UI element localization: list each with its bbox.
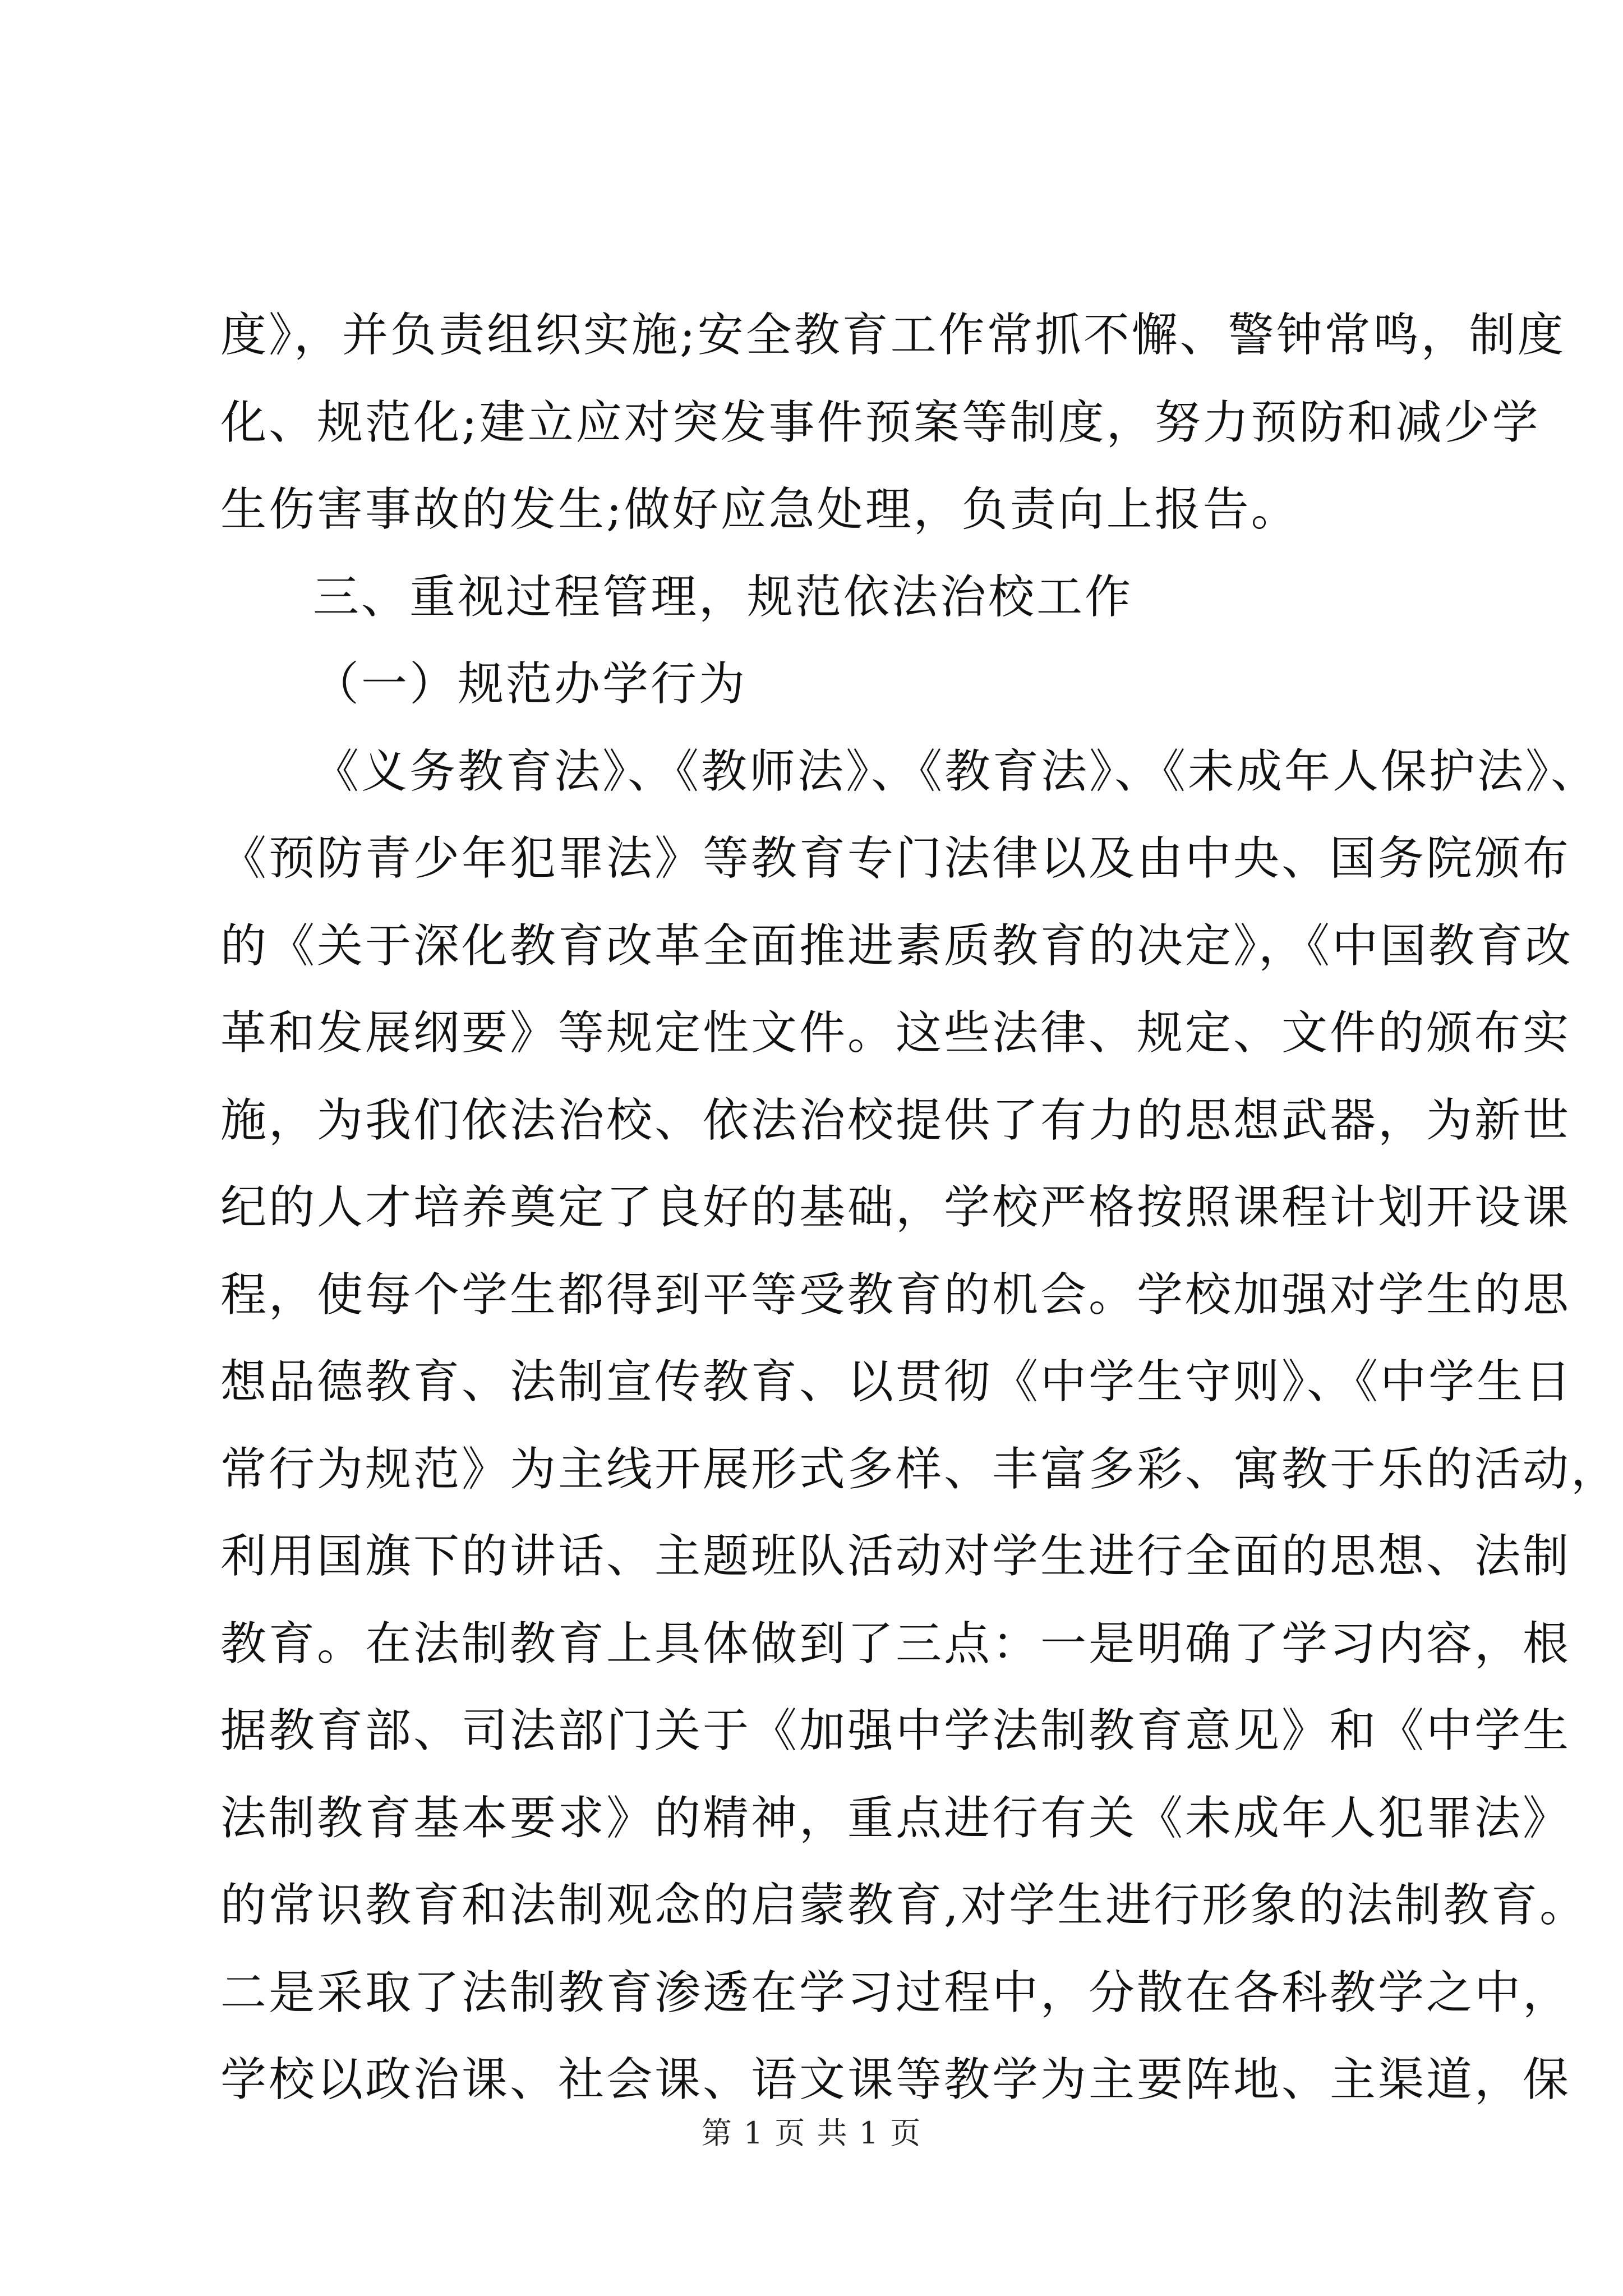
text-line: 化、规范化;建立应对突发事件预案等制度，努力预防和减少学 [220,395,1541,449]
text-line: 施，为我们依法治校、依法治校提供了有力的思想武器，为新世 [220,1093,1571,1147]
text-line: 教育。在法制教育上具体做到了三点：一是明确了学习内容，根 [220,1617,1571,1671]
text-line: 程，使每个学生都得到平等受教育的机会。学校加强对学生的思 [220,1268,1571,1322]
text-line: 法制教育基本要求》的精神，重点进行有关《未成年人犯罪法》 [220,1791,1571,1845]
text-line: 的常识教育和法制观念的启蒙教育,对学生进行形象的法制教育。 [220,1879,1588,1932]
subsection-heading: （一）规范办学行为 [313,657,748,711]
text-line: 革和发展纲要》等规定性文件。这些法律、规定、文件的颁布实 [220,1006,1571,1060]
text-line: 常行为规范》为主线开展形式多样、丰富多彩、寓教于乐的活动， [220,1442,1620,1496]
text-line: 想品德教育、法制宣传教育、以贯彻《中学生守则》、《中学生日 [220,1355,1574,1409]
text-line: 《义务教育法》、《教师法》、《教育法》、《未成年人保护法》、 [313,744,1599,798]
page-number: 第 1 页 共 1 页 [701,2115,922,2151]
text-line: 度》，并负责组织实施;安全教育工作常抓不懈、警钟常鸣，制度 [220,309,1566,362]
text-line: 利用国旗下的讲话、主题班队活动对学生进行全面的思想、法制 [220,1530,1571,1583]
text-line: 纪的人才培养奠定了良好的基础，学校严格按照课程计划开设课 [220,1181,1571,1234]
text-line: 二是采取了法制教育渗透在学习过程中，分散在各科教学之中， [220,1966,1571,2019]
text-line: 生伤害事故的发生;做好应急处理，负责向上报告。 [220,483,1299,536]
text-line: 据教育部、司法部门关于《加强中学法制教育意见》和《中学生 [220,1704,1571,1757]
page-footer [0,2114,1623,2153]
text-line: 《预防青少年犯罪法》等教育专门法律以及由中央、国务院颁布 [220,832,1571,885]
document-body [220,292,1620,2124]
text-line: 学校以政治课、社会课、语文课等教学为主要阵地、主渠道，保 [220,2053,1571,2106]
section-heading: 三、重视过程管理，规范依法治校工作 [313,570,1133,624]
text-line: 的《关于深化教育改革全面推进素质教育的决定》，《中国教育改 [220,919,1574,973]
